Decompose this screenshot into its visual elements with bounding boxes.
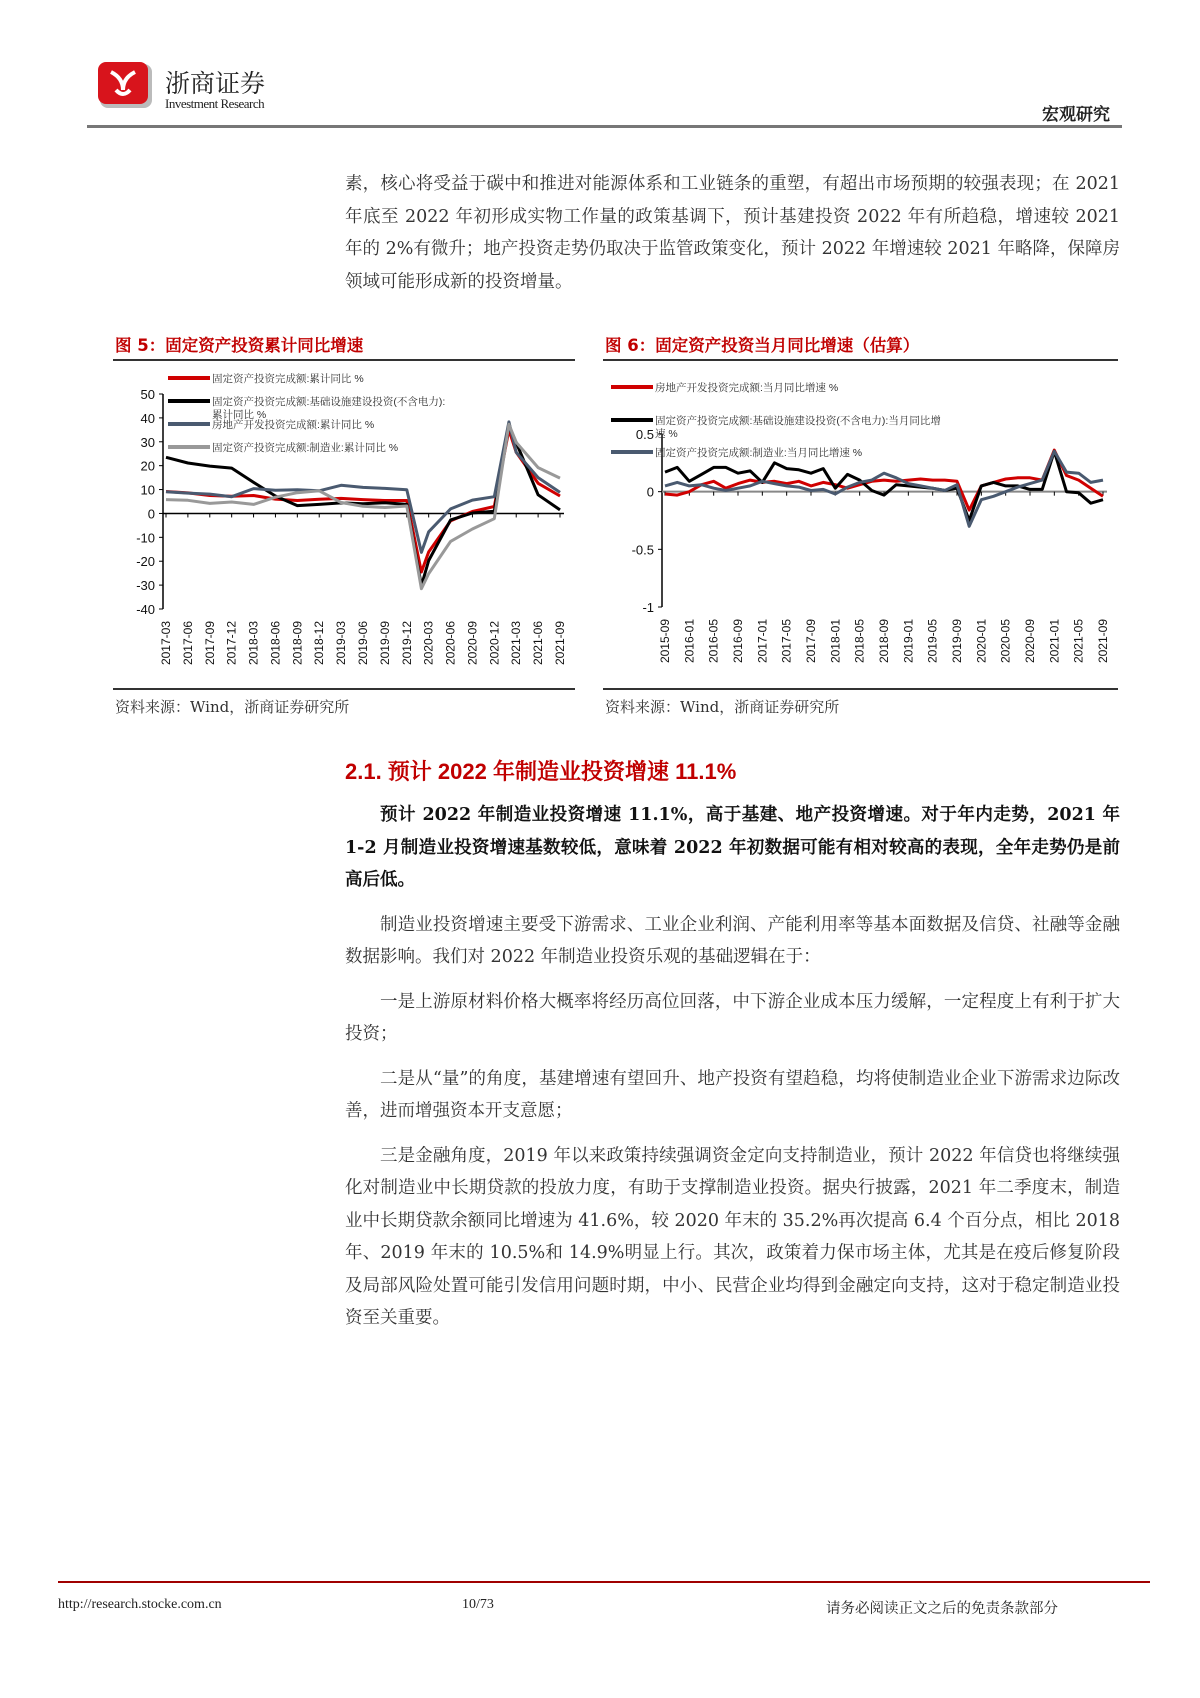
legend-label: 固定资产投资完成额:基础设施建设投资(不含电力): — [212, 396, 446, 408]
y-tick-label: 0 — [646, 484, 654, 500]
figure-5-bottom-rule — [113, 688, 575, 690]
figure-5-chart — [113, 361, 575, 687]
legend-label: 房地产开发投资完成额:当月同比增速 % — [655, 382, 839, 394]
y-tick-label: 0 — [147, 506, 155, 522]
report-category: 宏观研究 — [1042, 105, 1110, 125]
x-tick-label: 2021-01 — [1047, 619, 1062, 664]
x-tick-label: 2021-05 — [1071, 619, 1086, 664]
legend-label: 固定资产投资完成额:累计同比 % — [212, 373, 364, 385]
legend-label-cont: 累计同比 % — [212, 409, 267, 421]
y-tick-label: 10 — [140, 482, 155, 498]
figure-6-title: 图 6：固定资产投资当月同比增速（估算） — [605, 336, 920, 355]
body-paragraph: 三是金融角度，2019 年以来政策持续强调资金定向支持制造业，预计 2022 年信贷也将继续强化对制造业中长期贷款的投放力度，有助于支撑制造业投资。据央行披露，2021 年二季度末，制造业中长期贷款余额同比增速为 41.6%，较 2020 年末的 35.2%再次提高 6.4 个百分点，相比 2018 年、2019 年末的 10.5%和 14.9%明显上行。其次，政策着力保市场主体，尤其是在疫后修复阶段及局部风险处置可能引发信用问题时期，中小、民营企业均得到金融定向支持，这对于稳定制造业投资至关重要。 — [345, 1145, 1120, 1328]
body-paragraph: 二是从“量”的角度，基建增速有望回升、地产投资有望趋稳，均将使制造业企业下游需求边际改善，进而增强资本开支意愿； — [345, 1068, 1120, 1121]
footer-divider — [58, 1581, 1150, 1583]
y-tick-label: 50 — [140, 387, 155, 402]
x-tick-label: 2018-06 — [268, 621, 283, 666]
x-tick-label: 2015-09 — [658, 619, 672, 664]
x-tick-label: 2020-05 — [998, 619, 1013, 664]
legend-label-cont: 速 % — [655, 428, 678, 440]
x-tick-label: 2021-03 — [509, 621, 524, 666]
figure-6-chart — [603, 361, 1118, 687]
x-tick-label: 2019-09 — [950, 619, 964, 664]
y-tick-label: 0.5 — [635, 427, 654, 442]
x-tick-label: 2020-06 — [443, 621, 458, 666]
footer-url[interactable]: http://research.stocke.com.cn — [58, 1597, 222, 1612]
x-tick-label: 2018-09 — [877, 619, 891, 664]
x-tick-label: 2020-12 — [487, 621, 502, 666]
x-tick-label: 2018-05 — [852, 619, 867, 664]
logo-name-en: Investment Research — [165, 96, 265, 111]
y-tick-label: -0.5 — [631, 542, 654, 558]
x-tick-label: 2019-09 — [377, 621, 392, 666]
header-divider — [87, 125, 1122, 128]
figure-6-source: 资料来源：Wind，浙商证券研究所 — [605, 698, 840, 716]
figure-5-title: 图 5：固定资产投资累计同比增速 — [115, 336, 364, 355]
y-tick-label: -10 — [136, 530, 155, 546]
body-paragraph: 一是上游原材料价格大概率将经历高位回落，中下游企业成本压力缓解，一定程度上有利于扩大投资； — [345, 991, 1120, 1044]
y-tick-label: 40 — [140, 410, 155, 426]
x-tick-label: 2019-01 — [901, 619, 916, 664]
x-tick-label: 2017-12 — [224, 621, 239, 666]
footer-disclaimer: 请务必阅读正文之后的免责条款部分 — [826, 1601, 1058, 1617]
x-tick-label: 2017-05 — [779, 619, 794, 664]
x-tick-label: 2021-06 — [531, 621, 546, 666]
x-tick-label: 2017-06 — [180, 621, 195, 666]
x-tick-label: 2020-09 — [465, 621, 480, 666]
x-tick-label: 2018-12 — [312, 621, 327, 666]
x-tick-label: 2020-01 — [974, 619, 989, 664]
intro-paragraph: 素，核心将受益于碳中和推进对能源体系和工业链条的重塑，有超出市场预期的较强表现；在 2021 年底至 2022 年初形成实物工作量的政策基调下，预计基建投资 2022 年有所趋稳，增速较 2021 年的 2%有微升；地产投资走势仍取决于监管政策变化，预计 2022 年增速较 2021 年略降，保障房领域可能形成新的投资增量。 — [345, 174, 1120, 292]
x-tick-label: 2021-09 — [553, 621, 567, 666]
x-tick-label: 2017-09 — [202, 621, 217, 666]
figure-5-source: 资料来源：Wind，浙商证券研究所 — [115, 698, 350, 716]
logo-name-cn: 浙商证券 — [165, 69, 266, 98]
x-tick-label: 2019-12 — [399, 621, 414, 666]
y-tick-label: 20 — [140, 458, 155, 474]
x-tick-label: 2017-03 — [159, 621, 173, 666]
section-body — [345, 799, 1120, 1335]
x-tick-label: 2019-03 — [334, 621, 349, 666]
legend-label: 固定资产投资完成额:制造业:当月同比增速 % — [655, 447, 863, 459]
x-tick-label: 2020-09 — [1023, 619, 1037, 664]
x-tick-label: 2016-05 — [706, 619, 721, 664]
y-tick-label: 30 — [140, 434, 155, 450]
y-tick-label: -1 — [642, 600, 654, 615]
y-tick-label: -30 — [136, 578, 155, 594]
x-tick-label: 2021-09 — [1096, 619, 1110, 664]
x-tick-label: 2019-05 — [925, 619, 940, 664]
x-tick-label: 2017-01 — [755, 619, 770, 664]
x-tick-label: 2019-06 — [356, 621, 370, 666]
x-tick-label: 2016-09 — [731, 619, 745, 664]
x-tick-label: 2020-03 — [421, 621, 436, 666]
x-tick-label: 2018-03 — [246, 621, 261, 666]
x-tick-label: 2018-09 — [290, 621, 305, 666]
legend-label: 固定资产投资完成额:制造业:累计同比 % — [212, 442, 399, 454]
y-tick-label: -40 — [136, 602, 155, 617]
x-tick-label: 2018-01 — [828, 619, 843, 664]
legend-label: 固定资产投资完成额:基础设施建设投资(不含电力):当月同比增 — [655, 415, 941, 427]
body-paragraph: 制造业投资增速主要受下游需求、工业企业利润、产能利用率等基本面数据及信贷、社融等金融数据影响。我们对 2022 年制造业投资乐观的基础逻辑在于： — [345, 914, 1120, 967]
legend-label: 房地产开发投资完成额:累计同比 % — [212, 419, 375, 431]
x-tick-label: 2017-09 — [804, 619, 818, 664]
logo-icon — [96, 60, 154, 110]
lead-paragraph: 预计 2022 年制造业投资增速 11.1%，高于基建、地产投资增速。对于年内走势，2021 年 1-2 月制造业投资增速基数较低，意味着 2022 年初数据可能有相对较高的表现，全年走势仍是前高后低。 — [345, 805, 1120, 890]
page-number: 10/73 — [462, 1597, 494, 1612]
x-tick-label: 2016-01 — [682, 619, 697, 664]
figure-6-bottom-rule — [603, 688, 1118, 690]
y-tick-label: -20 — [136, 554, 155, 570]
section-heading: 2.1. 预计 2022 年制造业投资增速 11.1% — [345, 759, 737, 784]
